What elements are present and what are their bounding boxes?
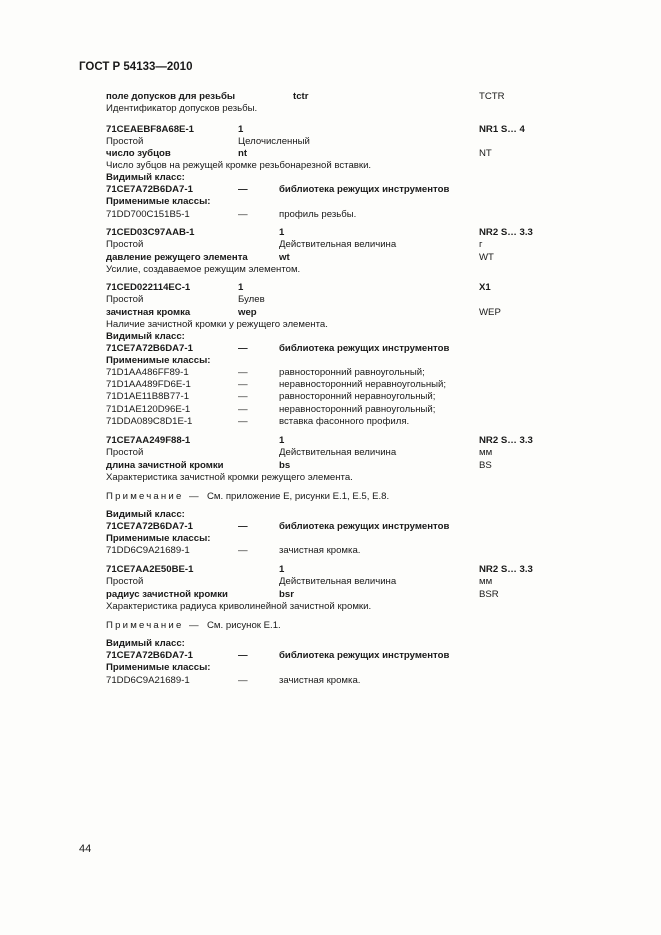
text-cell: Характеристика зачистной кромки режущего элемента. (106, 472, 353, 483)
text-cell: X1 (479, 282, 491, 293)
text-cell: bs (279, 460, 291, 471)
text-cell: 71D1AE120D96E-1 (106, 404, 191, 415)
text-cell: bsr (279, 589, 294, 600)
text-cell: 71D1AE11B8B77-1 (106, 391, 190, 402)
text-cell: — (238, 184, 248, 195)
text-cell: Идентификатор допусков резьбы. (106, 103, 258, 114)
text-cell: — (238, 675, 248, 686)
text-cell: 71CE7A72B6DA7-1 (106, 343, 193, 354)
text-cell: зачистная кромка. (279, 675, 361, 686)
text-cell: — (189, 620, 199, 631)
document-header: ГОСТ Р 54133—2010 (79, 61, 193, 73)
text-cell: — (238, 650, 248, 661)
text-cell: — (238, 367, 248, 378)
note-label: Примечание (106, 491, 184, 502)
text-cell: WT (479, 252, 494, 263)
text-cell: зачистная кромка (106, 307, 191, 318)
text-cell: равносторонний равноугольный; (279, 367, 425, 378)
text-cell: 71CE7AA249F88-1 (106, 435, 191, 446)
text-cell: NR2 S… 3.3 (479, 435, 533, 446)
text-cell: — (238, 379, 248, 390)
text-cell: 71DDA089C8D1E-1 (106, 416, 193, 427)
text-cell: Видимый класс: (106, 331, 185, 342)
text-cell: — (238, 391, 248, 402)
text-cell: Булев (238, 294, 265, 305)
text-cell: — (238, 416, 248, 427)
text-cell: Характеристика радиуса криволинейной зачистной кромки. (106, 601, 372, 612)
text-cell: Видимый класс: (106, 509, 185, 520)
text-cell: NR2 S… 3.3 (479, 227, 533, 238)
text-cell: Простой (106, 447, 144, 458)
text-cell: wep (238, 307, 257, 318)
text-cell: Применимые классы: (106, 355, 211, 366)
text-cell: TCTR (479, 91, 505, 102)
text-cell: tctr (293, 91, 309, 102)
text-cell: См. рисунок Е.1. (207, 620, 281, 631)
text-cell: 1 (279, 227, 285, 238)
text-cell: радиус зачистной кромки (106, 589, 228, 600)
text-cell: равносторонний неравноугольный; (279, 391, 436, 402)
text-cell: Применимые классы: (106, 662, 211, 673)
text-cell: Применимые классы: (106, 533, 211, 544)
text-cell: Число зубцов на режущей кромке резьбонарезной вставки. (106, 160, 372, 171)
text-cell: г (479, 239, 483, 250)
text-cell: 71D1AA486FF89-1 (106, 367, 189, 378)
text-cell: 71CED03C97AAB-1 (106, 227, 195, 238)
text-cell: число зубцов (106, 148, 171, 159)
text-cell: 71CED022114EC-1 (106, 282, 191, 293)
text-cell: неравносторонний неравноугольный; (279, 379, 447, 390)
text-cell: NR1 S… 4 (479, 124, 525, 135)
text-cell: мм (479, 447, 493, 458)
text-cell: поле допусков для резьбы (106, 91, 236, 102)
text-cell: Действительная величина (279, 576, 397, 587)
text-cell: Видимый класс: (106, 172, 185, 183)
text-cell: библиотека режущих инструментов (279, 343, 450, 354)
text-cell: зачистная кромка. (279, 545, 361, 556)
text-cell: Применимые классы: (106, 196, 211, 207)
text-cell: — (238, 404, 248, 415)
text-cell: 1 (238, 124, 244, 135)
text-cell: 71D1AA489FD6E-1 (106, 379, 191, 390)
text-cell: BSR (479, 589, 499, 600)
text-cell: Наличие зачистной кромки у режущего элемента. (106, 319, 328, 330)
text-cell: Действительная величина (279, 447, 397, 458)
text-cell: 71CE7A72B6DA7-1 (106, 650, 193, 661)
text-cell: 1 (279, 435, 285, 446)
text-cell: библиотека режущих инструментов (279, 521, 450, 532)
text-cell: профиль резьбы. (279, 209, 357, 220)
page-number: 44 (79, 843, 92, 855)
text-cell: 71DD6C9A21689-1 (106, 545, 190, 556)
text-cell: Усилие, создаваемое режущим элементом. (106, 264, 301, 275)
note-label: Примечание (106, 620, 184, 631)
text-cell: Простой (106, 294, 144, 305)
text-cell: Действительная величина (279, 239, 397, 250)
text-cell: 71CE7A72B6DA7-1 (106, 184, 193, 195)
text-cell: nt (238, 148, 248, 159)
text-cell: 71CE7A72B6DA7-1 (106, 521, 193, 532)
text-cell: — (238, 209, 248, 220)
text-cell: — (238, 343, 248, 354)
text-cell: неравносторонний равноугольный; (279, 404, 436, 415)
text-cell: Простой (106, 576, 144, 587)
text-cell: 71DD6C9A21689-1 (106, 675, 190, 686)
text-cell: длина зачистной кромки (106, 460, 224, 471)
text-cell: Простой (106, 136, 144, 147)
text-cell: WEP (479, 307, 501, 318)
text-cell: NR2 S… 3.3 (479, 564, 533, 575)
text-cell: 1 (279, 564, 285, 575)
text-cell: Целочисленный (238, 136, 310, 147)
text-cell: давление режущего элемента (106, 252, 248, 263)
text-cell: вставка фасонного профиля. (279, 416, 410, 427)
text-cell: 71CE7AA2E50BE-1 (106, 564, 194, 575)
text-cell: 71DD700C151B5-1 (106, 209, 190, 220)
text-cell: NT (479, 148, 492, 159)
text-cell: — (189, 491, 199, 502)
text-cell: 1 (238, 282, 244, 293)
text-cell: Простой (106, 239, 144, 250)
text-cell: библиотека режущих инструментов (279, 650, 450, 661)
text-cell: — (238, 521, 248, 532)
text-cell: wt (279, 252, 290, 263)
text-cell: — (238, 545, 248, 556)
text-cell: BS (479, 460, 492, 471)
text-cell: библиотека режущих инструментов (279, 184, 450, 195)
text-cell: 71CEAEBF8A68E-1 (106, 124, 194, 135)
text-cell: Видимый класс: (106, 638, 185, 649)
text-cell: мм (479, 576, 493, 587)
text-cell: См. приложение Е, рисунки Е.1, Е.5, Е.8. (207, 491, 390, 502)
